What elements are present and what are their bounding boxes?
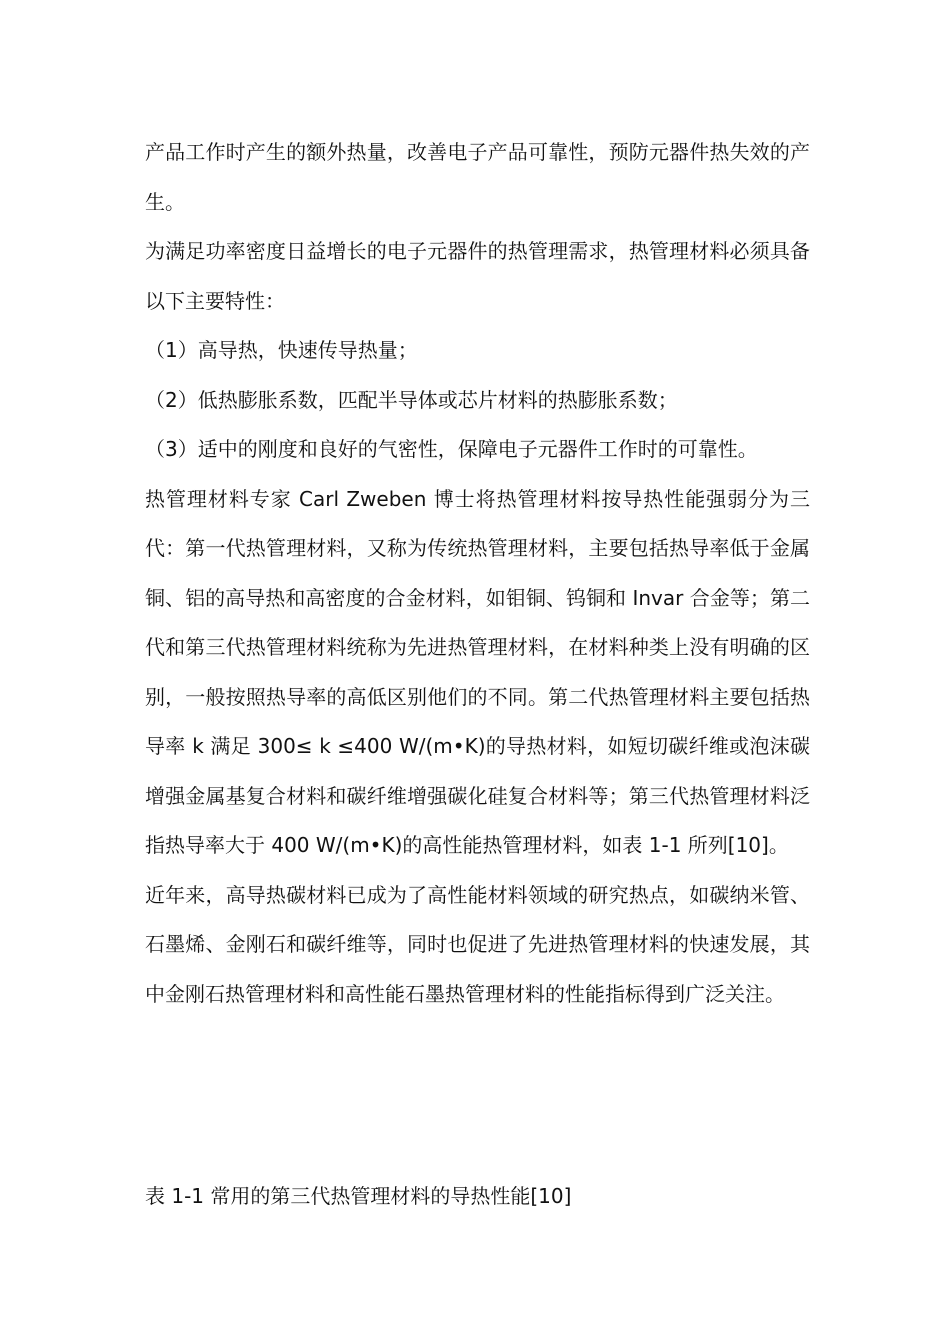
list-item-3: （3）适中的刚度和良好的气密性，保障电子元器件工作时的可靠性。 [145, 437, 758, 461]
list-item-2: （2）低热膨胀系数，匹配半导体或芯片材料的热膨胀系数； [145, 387, 678, 412]
paragraph-intro: 产品工作时产生的额外热量，改善电子产品可靠性，预防元器件热失效的产生。 [145, 140, 810, 214]
paragraph-recent: 近年来，高导热碳材料已成为了高性能材料领域的研究热点，如碳纳米管、石墨烯、金刚石和碳纤维等，同时也促进了先进热管理材料的快速发展，其中金刚石热管理材料和高性能石墨热管理材料的性能指标得到广泛关注。 [145, 882, 810, 1006]
paragraph-requirements: 为满足功率密度日益增长的电子元器件的热管理需求，热管理材料必须具备以下主要特性： [145, 239, 810, 313]
table-caption: 表 1-1 常用的第三代热管理材料的导热性能[10] [145, 1184, 572, 1208]
list-item-1: （1）高导热，快速传导热量； [145, 338, 418, 362]
document-body [145, 128, 810, 1019]
paragraph-generations: 热管理材料专家 Carl Zweben 博士将热管理材料按导热性能强弱分为三代：第一代热管理材料，又称为传统热管理材料，主要包括热导率低于金属铜、铝的高导热和高密度的合金材料，如钼铜、钨铜和 Invar 合金等；第二代和第三代热管理材料统称为先进热管理材料，在材料种类上没有明确的区别，一般按照热导率的高低区别他们的不同。第二代热管理材料主要包括热导率 k 满足 300≤ k ≤400 W/(m•K)的导热材料，如短切碳纤维或泡沫碳增强金属基复合材料和碳纤维增强碳化硅复合材料等；第三代热管理材料泛指热导率大于 400 W/(m•K)的高性能热管理材料，如表 1-1 所列[10]。 [145, 486, 810, 857]
